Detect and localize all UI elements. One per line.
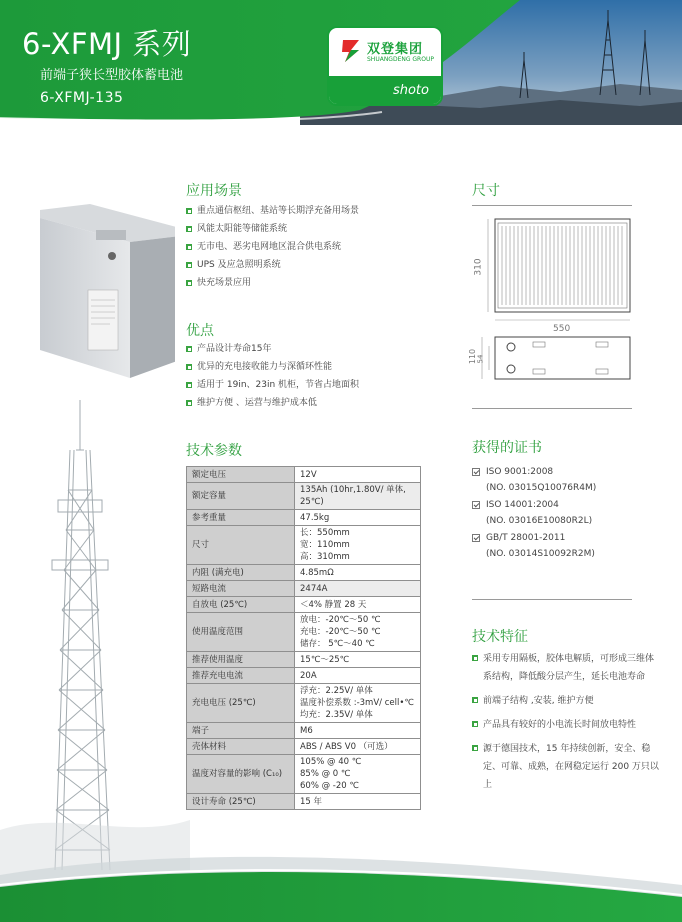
- bullet-icon: [186, 262, 192, 268]
- checkbox-icon: [472, 534, 480, 542]
- divider: [472, 408, 632, 409]
- spec-key: 温度对容量的影响 (C₁₀): [187, 755, 295, 794]
- list-item: 采用专用隔板，胶体电解质，可形成三维体系结构，降低酸分层产生，延长电池寿命: [472, 650, 662, 686]
- spec-table: [186, 466, 421, 810]
- battery-image: [30, 200, 175, 380]
- terminal-label: 54: [476, 354, 485, 364]
- spec-value: 15 年: [295, 794, 421, 810]
- spec-value: 20A: [295, 668, 421, 684]
- list-item: 快充场景应用: [186, 279, 359, 288]
- checkbox-icon: [472, 501, 480, 509]
- logo-mark-icon: [339, 38, 363, 64]
- header-banner: [0, 0, 682, 125]
- dimension-drawing: [478, 212, 638, 402]
- spec-key: 设计寿命 (25℃): [187, 794, 295, 810]
- spec-key: 端子: [187, 723, 295, 739]
- spec-key: 自放电 (25℃): [187, 597, 295, 613]
- spec-key: 尺寸: [187, 526, 295, 565]
- table-row: [187, 526, 421, 565]
- spec-value: 47.5kg: [295, 510, 421, 526]
- logo-name-en: SHUANGDENG GROUP: [367, 56, 434, 63]
- table-row: [187, 510, 421, 526]
- applications-list: [186, 207, 359, 297]
- table-row: [187, 483, 421, 510]
- bullet-icon: [186, 364, 192, 370]
- spec-key: 参考重量: [187, 510, 295, 526]
- bullet-icon: [186, 382, 192, 388]
- spec-value: 135Ah (10hr,1.80V/ 单体, 25℃): [295, 483, 421, 510]
- list-item: 源于德国技术，15 年持续创新，安全、稳定、可靠、成熟，在网稳定运行 200 万只以上: [472, 740, 662, 794]
- tower-illustration: [0, 390, 190, 890]
- spec-key: 壳体材料: [187, 739, 295, 755]
- checkbox-icon: [472, 468, 480, 476]
- table-row: [187, 668, 421, 684]
- table-row: [187, 565, 421, 581]
- list-item: 产品具有较好的小电流长时间放电特性: [472, 716, 662, 734]
- applications-title: 应用场景: [186, 183, 242, 199]
- spec-key: 推荐充电电流: [187, 668, 295, 684]
- divider: [472, 599, 632, 600]
- table-row: [187, 597, 421, 613]
- list-item: 优异的充电接收能力与深循环性能: [186, 363, 359, 372]
- bullet-icon: [472, 697, 478, 703]
- spec-value: 浮充：2.25V/ 单体 温度补偿系数 :-3mV/ cell•℃ 均充：2.35V/ 单体: [295, 684, 421, 723]
- bullet-icon: [186, 226, 192, 232]
- logo-name-cn: 双登集团: [367, 42, 424, 57]
- series-subtitle: 前端子狭长型胶体蓄电池: [40, 68, 184, 83]
- company-logo: [327, 26, 443, 106]
- spec-key: 推荐使用温度: [187, 652, 295, 668]
- features-title: 技术特征: [472, 629, 528, 645]
- table-row: [187, 739, 421, 755]
- features-list: [472, 650, 662, 800]
- table-row: [187, 684, 421, 723]
- spec-key: 短路电流: [187, 581, 295, 597]
- bullet-icon: [472, 745, 478, 751]
- certificate-number: (NO. 03015Q10076R4M): [486, 483, 597, 493]
- list-item: 无市电、恶劣电网地区混合供电系统: [186, 243, 359, 252]
- logo-brand: shoto: [392, 83, 429, 98]
- list-item: 风能太阳能等储能系统: [186, 225, 359, 234]
- bullet-icon: [186, 208, 192, 214]
- spec-key: 使用温度范围: [187, 613, 295, 652]
- list-item: 重点通信枢纽、基站等长期浮充备用场景: [186, 207, 359, 216]
- advantages-list: [186, 345, 359, 417]
- certificate-name: GB/T 28001-2011: [472, 533, 596, 544]
- dimensions-title: 尺寸: [472, 183, 500, 199]
- certificates-list: [472, 461, 596, 560]
- spec-key: 充电电压 (25℃): [187, 684, 295, 723]
- width-label: 110: [468, 348, 478, 365]
- spec-value: ABS / ABS V0 （可选）: [295, 739, 421, 755]
- spec-value: 长：550mm 宽：110mm 高：310mm: [295, 526, 421, 565]
- spec-value: 12V: [295, 467, 421, 483]
- table-row: [187, 794, 421, 810]
- specs-title: 技术参数: [186, 443, 242, 459]
- spec-value: 105% @ 40 ℃ 85% @ 0 ℃ 60% @ -20 ℃: [295, 755, 421, 794]
- table-row: [187, 581, 421, 597]
- list-item: 产品设计寿命15年: [186, 345, 359, 354]
- model-name: 6-XFMJ-135: [40, 90, 124, 106]
- spec-value: ＜4% 静置 28 天: [295, 597, 421, 613]
- list-item: 维护方便 、运营与维护成本低: [186, 399, 359, 408]
- table-row: [187, 755, 421, 794]
- certificate-number: (NO. 03016E10080R2L): [486, 516, 593, 526]
- spec-value: M6: [295, 723, 421, 739]
- height-label: 310: [473, 258, 484, 276]
- spec-key: 内阻 (满充电): [187, 565, 295, 581]
- bullet-icon: [186, 346, 192, 352]
- spec-value: 2474A: [295, 581, 421, 597]
- table-row: [187, 723, 421, 739]
- series-title: 6-XFMJ 系列: [22, 27, 192, 61]
- spec-value: 放电：-20℃～50 ℃ 充电：-20℃～50 ℃ 储存： 5℃～40 ℃: [295, 613, 421, 652]
- footer-wave: [0, 835, 682, 922]
- certificate-name: ISO 14001:2004: [472, 500, 596, 511]
- advantages-title: 优点: [186, 323, 214, 339]
- spec-key: 额定容量: [187, 483, 295, 510]
- list-item: 适用于 19in、23in 机柜，节省占地面积: [186, 381, 359, 390]
- spec-value: 15℃～25℃: [295, 652, 421, 668]
- table-row: [187, 613, 421, 652]
- bullet-icon: [472, 721, 478, 727]
- list-item: 前端子结构 ,安装, 维护方便: [472, 692, 662, 710]
- divider: [472, 205, 632, 206]
- certificate-number: (NO. 03014S10092R2M): [486, 549, 595, 559]
- table-row: [187, 652, 421, 668]
- bullet-icon: [186, 244, 192, 250]
- length-label: 550: [553, 324, 571, 334]
- certificate-name: ISO 9001:2008: [472, 467, 596, 478]
- bullet-icon: [472, 655, 478, 661]
- table-row: [187, 467, 421, 483]
- list-item: UPS 及应急照明系统: [186, 261, 359, 270]
- bullet-icon: [186, 280, 192, 286]
- spec-key: 额定电压: [187, 467, 295, 483]
- spec-value: 4.85mΩ: [295, 565, 421, 581]
- bullet-icon: [186, 400, 192, 406]
- certificates-title: 获得的证书: [472, 440, 542, 456]
